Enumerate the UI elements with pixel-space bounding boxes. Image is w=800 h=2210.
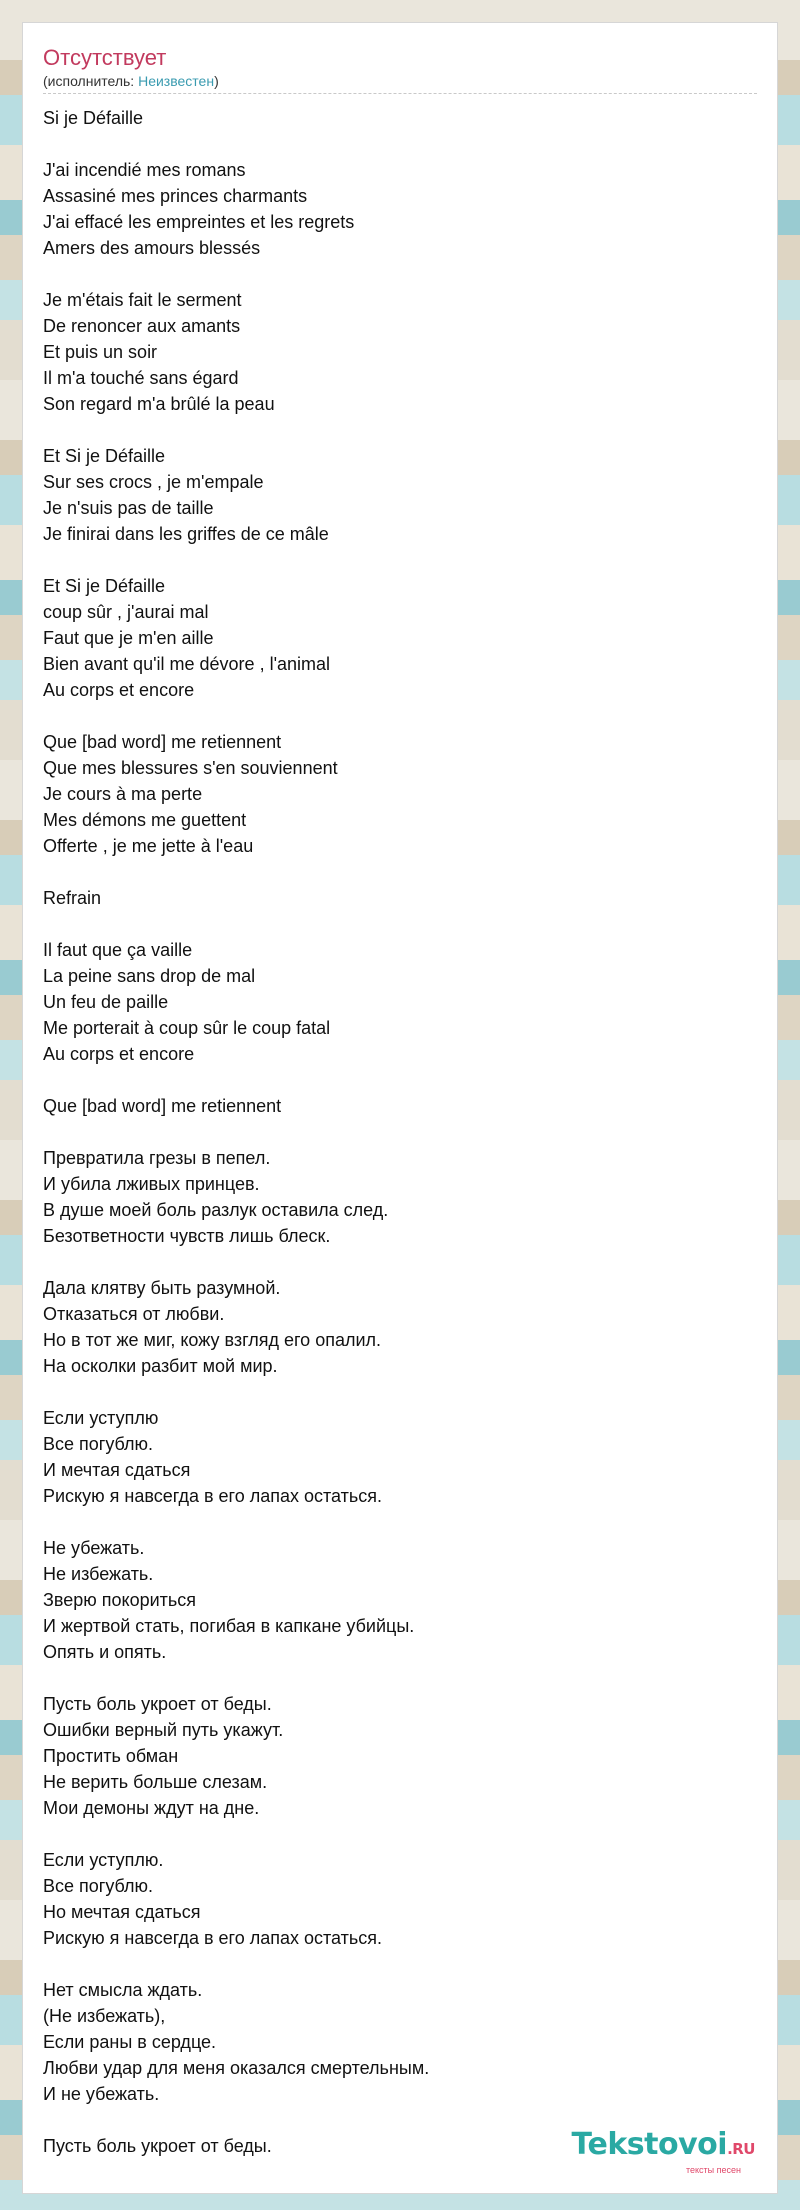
lyric-blank-line <box>43 547 743 573</box>
lyric-line: De renoncer aux amants <box>43 316 241 336</box>
lyric-line: Et puis un soir <box>43 342 158 362</box>
lyric-line: Но мечтая сдаться <box>43 1902 201 1922</box>
lyric-blank-line <box>43 1119 743 1145</box>
lyric-blank-line <box>43 859 743 885</box>
header-divider <box>43 93 757 94</box>
lyric-line: Un feu de paille <box>43 992 169 1012</box>
lyric-line: J'ai effacé les empreintes et les regrets <box>43 212 355 232</box>
lyric-line: Не верить больше слезам. <box>43 1772 268 1792</box>
lyric-line: J'ai incendié mes romans <box>43 160 246 180</box>
lyric-line: coup sûr , j'aurai mal <box>43 602 209 622</box>
lyric-line: Et Si je Défaille <box>43 446 166 466</box>
lyric-line: Mes démons me guettent <box>43 810 247 830</box>
lyric-blank-line <box>43 1249 743 1275</box>
lyric-line: Если уступлю. <box>43 1850 164 1870</box>
lyric-line: Offerte , je me jette à l'eau <box>43 836 254 856</box>
lyric-line: Не избежать. <box>43 1564 154 1584</box>
lyrics-body <box>43 105 743 2159</box>
lyric-line: Пусть боль укроет от беды. <box>43 1694 272 1714</box>
lyric-line: Et Si je Défaille <box>43 576 166 596</box>
lyric-line: Рискую я навсегда в его лапах остаться. <box>43 1486 383 1506</box>
lyric-blank-line <box>43 1821 743 1847</box>
lyric-line: Bien avant qu'il me dévore , l'animal <box>43 654 331 674</box>
artist-line <box>43 73 219 89</box>
lyric-line: Если уступлю <box>43 1408 159 1428</box>
lyric-blank-line <box>43 1665 743 1691</box>
lyric-line: Je m'étais fait le serment <box>43 290 242 310</box>
lyric-line: Sur ses crocs , je m'empale <box>43 472 264 492</box>
lyric-line: В душе моей боль разлук оставила след. <box>43 1200 389 1220</box>
artist-prefix: (исполнитель: <box>43 73 139 89</box>
logo-wordmark <box>571 2127 755 2164</box>
lyric-blank-line <box>43 911 743 937</box>
lyric-line: La peine sans drop de mal <box>43 966 256 986</box>
lyric-blank-line <box>43 703 743 729</box>
lyric-line: И мечтая сдаться <box>43 1460 191 1480</box>
lyric-line: Рискую я навсегда в его лапах остаться. <box>43 1928 383 1948</box>
lyric-line: Amers des amours blessés <box>43 238 261 258</box>
lyric-line: Il faut que ça vaille <box>43 940 193 960</box>
lyric-line: Je cours à ma perte <box>43 784 203 804</box>
song-title: Отсутствует <box>43 45 167 70</box>
lyric-line: На осколки разбит мой мир. <box>43 1356 278 1376</box>
logo-tagline: тексты песен <box>685 2165 741 2175</box>
lyric-line: Все погублю. <box>43 1876 154 1896</box>
lyric-line: Au corps et encore <box>43 680 195 700</box>
lyric-line: Простить обман <box>43 1746 179 1766</box>
lyric-line: И жертвой стать, погибая в капкане убийцы. <box>43 1616 415 1636</box>
lyric-blank-line <box>43 261 743 287</box>
lyric-line: Faut que je m'en aille <box>43 628 214 648</box>
lyric-line: Refrain <box>43 888 102 908</box>
lyrics-card <box>22 22 778 2194</box>
logo-tld: .RU <box>727 2140 755 2158</box>
lyric-line: Que [bad word] me retiennent <box>43 1096 282 1116</box>
lyric-blank-line <box>43 1379 743 1405</box>
lyric-line: (Не избежать), <box>43 2006 166 2026</box>
lyric-line: Assasiné mes princes charmants <box>43 186 308 206</box>
lyric-line: Пусть боль укроет от беды. <box>43 2136 272 2156</box>
lyric-line: Любви удар для меня оказался смертельным. <box>43 2058 430 2078</box>
lyric-line: Que mes blessures s'en souviennent <box>43 758 338 778</box>
lyric-line: Опять и опять. <box>43 1642 167 1662</box>
lyric-blank-line <box>43 131 743 157</box>
lyric-line: И убила лживых принцев. <box>43 1174 260 1194</box>
lyric-line: Превратила грезы в пепел. <box>43 1148 271 1168</box>
site-logo[interactable] <box>571 2127 755 2175</box>
lyric-line: Il m'a touché sans égard <box>43 368 239 388</box>
lyric-line: Je n'suis pas de taille <box>43 498 214 518</box>
lyric-line: Дала клятву быть разумной. <box>43 1278 281 1298</box>
lyric-blank-line <box>43 417 743 443</box>
lyric-blank-line <box>43 1509 743 1535</box>
artist-link[interactable]: Неизвестен <box>138 73 215 89</box>
lyric-blank-line <box>43 1951 743 1977</box>
lyric-line: Si je Défaille <box>43 108 144 128</box>
lyric-line: Нет смысла ждать. <box>43 1980 203 2000</box>
lyric-line: Не убежать. <box>43 1538 145 1558</box>
lyric-line: Зверю покориться <box>43 1590 197 1610</box>
lyric-line: Me porterait à coup sûr le coup fatal <box>43 1018 331 1038</box>
lyric-line: Если раны в сердце. <box>43 2032 217 2052</box>
artist-suffix: ) <box>214 73 219 89</box>
lyric-line: Отказаться от любви. <box>43 1304 225 1324</box>
lyric-line: И не убежать. <box>43 2084 160 2104</box>
lyric-line: Je finirai dans les griffes de ce mâle <box>43 524 329 544</box>
lyric-line: Au corps et encore <box>43 1044 195 1064</box>
logo-name: Tekstovoi <box>571 2127 728 2162</box>
lyric-line: Que [bad word] me retiennent <box>43 732 282 752</box>
lyric-line: Но в тот же миг, кожу взгляд его опалил. <box>43 1330 382 1350</box>
lyric-line: Ошибки верный путь укажут. <box>43 1720 284 1740</box>
lyric-line: Все погублю. <box>43 1434 154 1454</box>
lyric-blank-line <box>43 1067 743 1093</box>
lyric-line: Son regard m'a brûlé la peau <box>43 394 275 414</box>
lyric-line: Безответности чувств лишь блеск. <box>43 1226 331 1246</box>
lyric-line: Мои демоны ждут на дне. <box>43 1798 260 1818</box>
